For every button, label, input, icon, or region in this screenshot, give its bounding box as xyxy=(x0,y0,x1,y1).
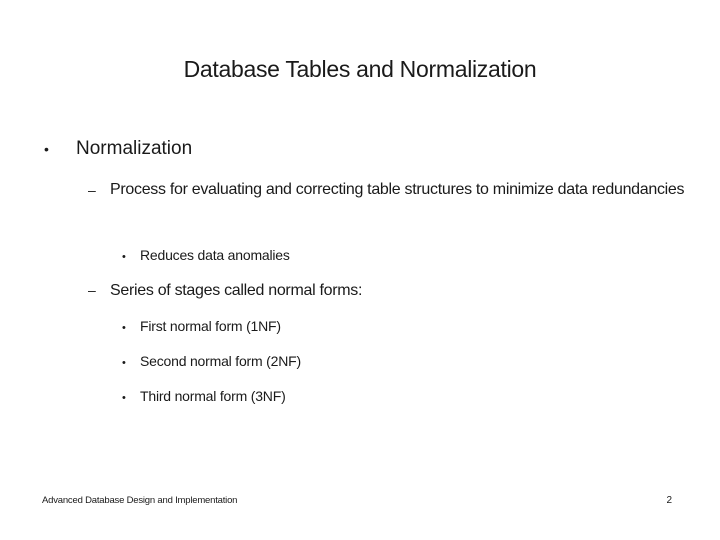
bullet-normalization xyxy=(44,138,192,160)
bullet-marker: • xyxy=(122,251,126,263)
sub-sub-bullet-text: Second normal form (2NF) xyxy=(140,353,301,369)
bullet-text: Normalization xyxy=(76,138,193,159)
sub-bullet-text: Series of stages called normal forms: xyxy=(110,282,363,299)
footer-text: Advanced Database Design and Implementation xyxy=(42,495,238,506)
bullet-marker: • xyxy=(122,357,126,369)
bullet-marker: • xyxy=(122,322,126,334)
sub-bullet-process xyxy=(88,173,690,207)
sub-sub-bullet-anomalies xyxy=(122,247,290,263)
dash-marker: – xyxy=(88,282,96,298)
bullet-marker: • xyxy=(44,141,49,157)
page-number: 2 xyxy=(666,495,672,506)
sub-bullet-text: Process for evaluating and correcting table structures to minimize data redundancies xyxy=(110,181,685,198)
sub-sub-bullet-1nf xyxy=(122,318,281,334)
sub-sub-bullet-2nf xyxy=(122,353,301,369)
sub-bullet-series xyxy=(88,282,362,300)
sub-sub-bullet-text: Reduces data anomalies xyxy=(140,247,290,263)
slide-title: Database Tables and Normalization xyxy=(183,56,537,82)
bullet-marker: • xyxy=(122,392,126,404)
sub-sub-bullet-text: First normal form (1NF) xyxy=(140,318,281,334)
sub-sub-bullet-text: Third normal form (3NF) xyxy=(140,388,286,404)
sub-sub-bullet-3nf xyxy=(122,388,286,404)
dash-marker: – xyxy=(88,182,96,198)
